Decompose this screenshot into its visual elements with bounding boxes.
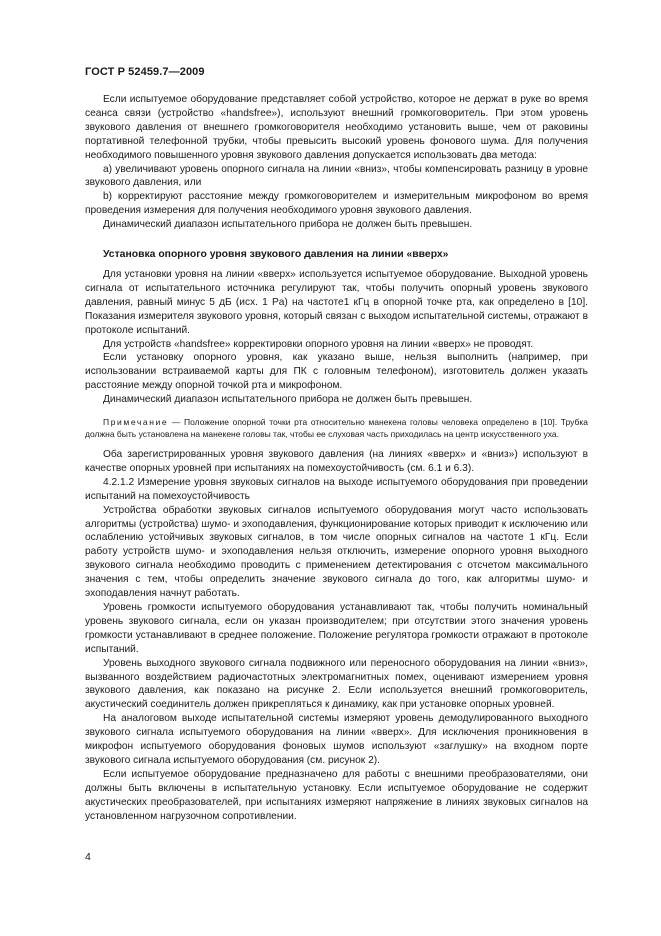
- paragraph: Для устройств «handsfree» корректировки опорного уровня на линии «вверх» не проводят.: [103, 338, 534, 350]
- note-label: Примечание: [103, 417, 169, 428]
- page-number: 4: [85, 851, 91, 863]
- paragraph: Уровень выходного звукового сигнала подвижного или переносного оборудования на линии «вниз», вызванного воздействием радиочастотных электромагнитных помех, оценивают измерением уровня звукового давления, как показано на рисунке 2. Если используется внешний громкоговоритель, акустический соединитель должен прикрепляться к динамику, как при установке опорных уровней.: [85, 657, 588, 711]
- paragraph: Для установки уровня на линии «вверх» используется испытуемое оборудование. Выходной уровень сигнала от испытательного источника регулируют так, чтобы получить опорный уровень звукового давления, равный минус 5 дБ (исх. 1 Pa) на частоте1 кГц в опорной точке рта, как определено в [10]. Показания измерителя звукового уровня, который связан с выходом испытательной системы, отражают в протоколе испытаний.: [85, 268, 588, 336]
- section-heading: Установка опорного уровня звукового давления на линии «вверх»: [103, 249, 449, 261]
- paragraph: Оба зарегистрированных уровня звукового давления (на линиях «вверх» и «вниз») используют в качестве опорных уровней при испытаниях на помехоустойчивость (см. 6.1 и 6.3).: [85, 449, 588, 474]
- paragraph: Уровень громкости испытуемого оборудования устанавливают так, чтобы получить номинальный уровень звукового сигнала, если он указан производителем; при отсутствии этого значения уровень громкости устанавливают в среднее положение. Положение регулятора громкости отражают в протоколе испытаний.: [85, 602, 588, 655]
- document-body: [85, 93, 588, 824]
- note: [85, 417, 588, 440]
- paragraph: Если испытуемое оборудование предназначено для работы с внешними преобразователями, они должны быть включены в испытательную установку. Если испытуемое оборудование не содержит акустических преобразователей, при испытаниях измеряют напряжение в линиях звуковых сигналов на установленном нагрузочном сопротивлении.: [85, 768, 588, 822]
- clause-heading: 4.2.1.2 Измерение уровня звуковых сигналов на выходе испытуемого оборудования при проведении испытаний на помехоустойчивость: [85, 476, 588, 502]
- note-text: — Положение опорной точки рта относительно манекена головы человека определено в [10]. Трубка должна быть установлена на манекене головы так, чтобы ее слуховая часть приходилась на центр искусственного уха.: [85, 417, 588, 439]
- paragraph: Динамический диапазон испытательного прибора не должен быть превышен.: [103, 394, 473, 406]
- paragraph: На аналоговом выходе испытательной системы измеряют уровень демодулированного выходного звукового сигнала испытуемого оборудования на линии «вверх». Для исключения проникновения в микрофон испытуемого оборудования фоновых шумов используют «заглушку» на входном порте звукового сигнала испытуемого оборудования (см. рисунок 2).: [85, 713, 588, 766]
- document-header: ГОСТ Р 52459.7—2009: [85, 66, 205, 78]
- paragraph: Если установку опорного уровня, как указано выше, нельзя выполнить (например, при использовании встраиваемой карты для ПК с головным телефоном), изготовитель должен указать расстояние между опорной точкой рта и микрофоном.: [85, 352, 588, 392]
- paragraph: Если испытуемое оборудование представляет собой устройство, которое не держат в руке во время сеанса связи (устройство «handsfree»), используют внешний громкоговоритель. При этом уровень звукового давления от внешнего громкоговорителя необходимо установить выше, чем от раковины портативной телефонной трубки, чтобы превысить высокий уровень фонового шума. Для получения необходимого повышенного уровня звукового давления допускается использовать два метода:: [85, 94, 588, 161]
- list-item-b: b) корректируют расстояние между громкоговорителем и измерительным микрофоном во время проведения измерения для получения необходимого уровня звукового давления.: [85, 191, 588, 217]
- paragraph: Устройства обработки звуковых сигналов испытуемого оборудования могут часто использовать алгоритмы (устройства) шумо- и эхоподавления, функционирование которых приводит к исключению или ослаблению устойчивых звуковых сигналов, в том числе опорных сигналов на частоте 1 кГц. Если работу устройств шумо- и эхоподавления нельзя отключить, измерение опорного уровня выходного звукового сигнала необходимо проводить с применением детектирования с отсчетом максимального значения с тем, чтобы определить значение звукового сигнала до того, как алгоритмы шумо- и эхоподавления начнут работать.: [85, 504, 588, 600]
- paragraph: Динамический диапазон испытательного прибора не должен быть превышен.: [103, 219, 473, 231]
- list-item-a: a) увеличивают уровень опорного сигнала на линии «вниз», чтобы компенсировать разницу в уровне звукового давления, или: [85, 163, 588, 189]
